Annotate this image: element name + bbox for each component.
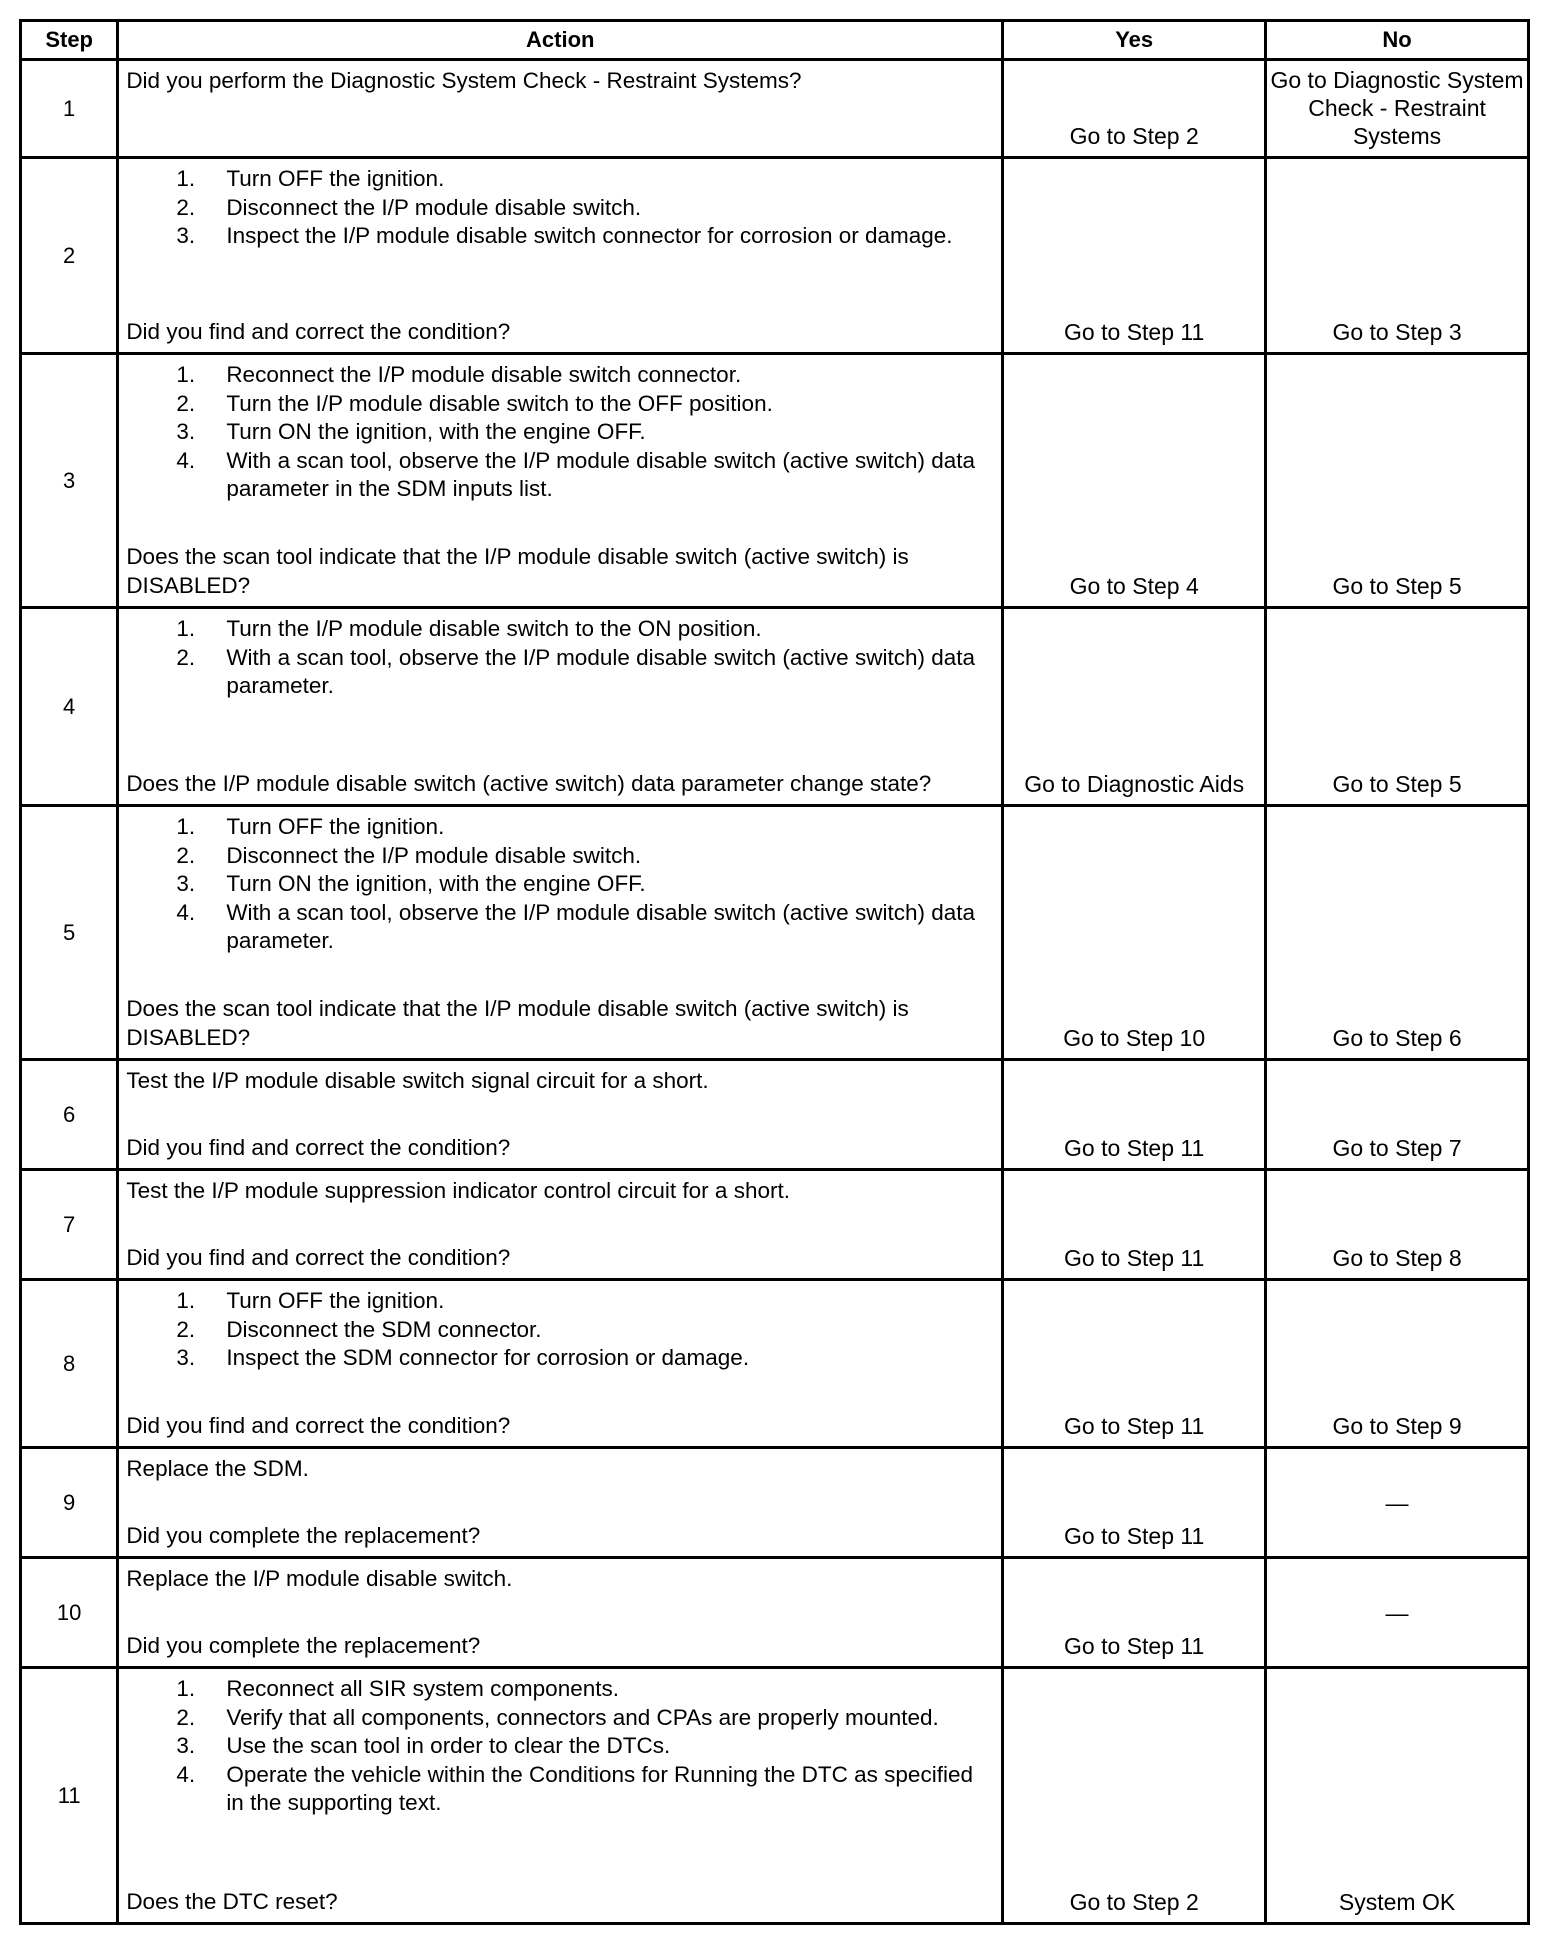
action-step-list	[126, 813, 993, 956]
action-step-text: Operate the vehicle within the Conditions for Running the DTC as specified in the supporting text.	[226, 1761, 973, 1815]
action-content	[126, 1675, 993, 1916]
step-number: 9	[21, 1448, 118, 1558]
action-step-text: Turn the I/P module disable switch to the ON position.	[226, 616, 762, 641]
action-step-number: 1.	[176, 1676, 196, 1701]
action-step-number: 1.	[176, 1288, 196, 1313]
action-top	[126, 1455, 993, 1484]
action-cell	[118, 806, 1003, 1060]
action-step-number: 2.	[176, 1704, 196, 1730]
action-step-number: 3.	[176, 419, 196, 444]
action-step-number: 2.	[176, 194, 196, 220]
action-step-item	[126, 1732, 993, 1761]
step-number: 10	[21, 1558, 118, 1668]
table-row	[21, 1668, 1529, 1924]
action-question: Did you find and correct the condition?	[126, 1412, 511, 1438]
no-result: Go to Step 5	[1266, 608, 1529, 806]
action-intro: Test the I/P module disable switch signal circuit for a short.	[126, 1068, 709, 1093]
action-question: Did you find and correct the condition?	[126, 1244, 511, 1270]
action-step-text: Turn OFF the ignition.	[226, 814, 445, 839]
table-body	[21, 60, 1529, 1924]
action-step-text: Turn OFF the ignition.	[226, 166, 445, 191]
action-step-number: 2.	[176, 390, 196, 416]
action-cell	[118, 354, 1003, 608]
action-step-item	[126, 222, 993, 251]
action-step-item	[126, 1287, 993, 1316]
action-cell	[118, 1280, 1003, 1448]
header-no: No	[1266, 21, 1529, 60]
action-step-list	[126, 165, 993, 251]
action-step-text: With a scan tool, observe the I/P module disable switch (active switch) data parameter.	[226, 644, 975, 698]
action-question: Did you complete the replacement?	[126, 1632, 481, 1658]
action-intro: Replace the I/P module disable switch.	[126, 1566, 513, 1591]
action-content	[126, 813, 993, 1052]
yes-result: Go to Step 2	[1003, 1668, 1266, 1924]
action-step-number: 4.	[176, 1761, 196, 1787]
action-step-item	[126, 1316, 993, 1345]
step-number: 5	[21, 806, 118, 1060]
action-top	[126, 67, 993, 96]
yes-result: Go to Step 10	[1003, 806, 1266, 1060]
action-top	[126, 615, 993, 701]
action-step-list	[126, 361, 993, 504]
yes-result: Go to Step 11	[1003, 1448, 1266, 1558]
action-step-list	[126, 615, 993, 701]
action-top	[126, 813, 993, 956]
no-result: Go to Step 8	[1266, 1170, 1529, 1280]
action-step-list	[126, 1287, 993, 1373]
action-content	[126, 615, 993, 798]
action-content	[126, 165, 993, 346]
action-top	[126, 361, 993, 504]
action-step-item	[126, 194, 993, 223]
action-question: Does the DTC reset?	[126, 1888, 338, 1914]
action-step-item	[126, 842, 993, 871]
action-intro: Replace the SDM.	[126, 1456, 309, 1481]
yes-result: Go to Step 11	[1003, 1170, 1266, 1280]
header-row	[21, 21, 1529, 60]
step-number: 7	[21, 1170, 118, 1280]
table-row	[21, 158, 1529, 354]
step-number: 6	[21, 1060, 118, 1170]
action-cell	[118, 608, 1003, 806]
action-step-text: Turn ON the ignition, with the engine OFF.	[226, 871, 646, 896]
yes-result: Go to Step 2	[1003, 60, 1266, 158]
step-number: 4	[21, 608, 118, 806]
yes-result: Go to Step 11	[1003, 1558, 1266, 1668]
table-row	[21, 1448, 1529, 1558]
action-step-item	[126, 390, 993, 419]
action-step-text: With a scan tool, observe the I/P module disable switch (active switch) data parameter.	[226, 899, 975, 953]
table-row	[21, 1060, 1529, 1170]
action-step-text: Disconnect the I/P module disable switch.	[226, 194, 642, 220]
action-step-number: 4.	[176, 899, 196, 925]
action-step-text: Disconnect the I/P module disable switch.	[226, 842, 642, 868]
action-intro: Did you perform the Diagnostic System Check - Restraint Systems?	[126, 68, 802, 93]
action-step-number: 4.	[176, 447, 196, 473]
action-step-number: 3.	[176, 1345, 196, 1370]
action-cell	[118, 158, 1003, 354]
step-number: 11	[21, 1668, 118, 1924]
action-cell	[118, 1170, 1003, 1280]
yes-result: Go to Step 11	[1003, 1280, 1266, 1448]
action-content	[126, 361, 993, 600]
action-top	[126, 1287, 993, 1373]
table-row	[21, 1170, 1529, 1280]
action-step-number: 3.	[176, 871, 196, 896]
diagnostic-table	[19, 19, 1530, 1925]
action-step-item	[126, 870, 993, 899]
action-step-item	[126, 813, 993, 842]
action-step-text: Turn the I/P module disable switch to the OFF position.	[226, 390, 773, 416]
action-step-item	[126, 1704, 993, 1733]
action-content	[126, 1177, 993, 1272]
action-question: Did you find and correct the condition?	[126, 1134, 511, 1160]
action-step-list	[126, 1675, 993, 1818]
no-result: Go to Step 5	[1266, 354, 1529, 608]
no-result: Go to Step 3	[1266, 158, 1529, 354]
action-step-text: Reconnect the I/P module disable switch connector.	[226, 362, 742, 387]
action-step-text: Use the scan tool in order to clear the DTCs.	[226, 1733, 671, 1758]
action-content	[126, 1067, 993, 1162]
yes-result: Go to Step 11	[1003, 158, 1266, 354]
action-question: Does the scan tool indicate that the I/P module disable switch (active switch) is DISABLED?	[126, 544, 909, 598]
yes-result: Go to Diagnostic Aids	[1003, 608, 1266, 806]
action-top	[126, 1177, 993, 1206]
action-cell	[118, 1668, 1003, 1924]
action-question: Did you complete the replacement?	[126, 1522, 481, 1548]
step-number: 2	[21, 158, 118, 354]
table-row	[21, 608, 1529, 806]
action-content	[126, 1565, 993, 1660]
no-result: Go to Step 7	[1266, 1060, 1529, 1170]
action-step-number: 2.	[176, 644, 196, 670]
action-cell	[118, 1448, 1003, 1558]
action-step-number: 1.	[176, 166, 196, 191]
action-content	[126, 1455, 993, 1550]
step-number: 8	[21, 1280, 118, 1448]
action-step-number: 1.	[176, 616, 196, 641]
no-result: System OK	[1266, 1668, 1529, 1924]
action-step-number: 1.	[176, 362, 196, 387]
action-top	[126, 1565, 993, 1594]
step-number: 1	[21, 60, 118, 158]
action-step-text: Verify that all components, connectors and CPAs are properly mounted.	[226, 1704, 939, 1730]
no-result: —	[1266, 1448, 1529, 1558]
action-step-item	[126, 1761, 993, 1818]
action-step-text: Disconnect the SDM connector.	[226, 1316, 542, 1342]
action-question: Does the I/P module disable switch (active switch) data parameter change state?	[126, 770, 932, 796]
action-step-text: Inspect the I/P module disable switch connector for corrosion or damage.	[226, 223, 953, 248]
action-content	[126, 67, 993, 150]
action-step-item	[126, 165, 993, 194]
table-row	[21, 1280, 1529, 1448]
header-action: Action	[118, 21, 1003, 60]
action-step-number: 3.	[176, 223, 196, 248]
action-cell	[118, 1060, 1003, 1170]
action-step-number: 2.	[176, 1316, 196, 1342]
header-step: Step	[21, 21, 118, 60]
action-step-item	[126, 447, 993, 504]
action-step-text: Inspect the SDM connector for corrosion or damage.	[226, 1345, 750, 1370]
table-row	[21, 354, 1529, 608]
action-step-item	[126, 644, 993, 701]
action-top	[126, 1675, 993, 1818]
action-step-text: Turn ON the ignition, with the engine OFF.	[226, 419, 646, 444]
action-question: Did you find and correct the condition?	[126, 318, 511, 344]
action-step-text: Turn OFF the ignition.	[226, 1288, 445, 1313]
table-row	[21, 806, 1529, 1060]
step-number: 3	[21, 354, 118, 608]
no-result: Go to Diagnostic System Check - Restraint Systems	[1266, 60, 1529, 158]
yes-result: Go to Step 11	[1003, 1060, 1266, 1170]
table-row	[21, 1558, 1529, 1668]
action-content	[126, 1287, 993, 1440]
no-result: Go to Step 6	[1266, 806, 1529, 1060]
action-cell	[118, 60, 1003, 158]
action-step-item	[126, 899, 993, 956]
action-intro: Test the I/P module suppression indicator control circuit for a short.	[126, 1178, 790, 1203]
table-row	[21, 60, 1529, 158]
action-step-number: 3.	[176, 1733, 196, 1758]
no-result: Go to Step 9	[1266, 1280, 1529, 1448]
no-result: —	[1266, 1558, 1529, 1668]
action-step-item	[126, 1344, 993, 1373]
action-step-number: 1.	[176, 814, 196, 839]
action-step-text: Reconnect all SIR system components.	[226, 1676, 619, 1701]
action-cell	[118, 1558, 1003, 1668]
action-step-number: 2.	[176, 842, 196, 868]
action-step-item	[126, 615, 993, 644]
header-yes: Yes	[1003, 21, 1266, 60]
action-top	[126, 165, 993, 251]
action-step-item	[126, 1675, 993, 1704]
yes-result: Go to Step 4	[1003, 354, 1266, 608]
action-step-item	[126, 418, 993, 447]
action-step-text: With a scan tool, observe the I/P module disable switch (active switch) data parameter in the SDM inputs list.	[226, 447, 975, 501]
action-step-item	[126, 361, 993, 390]
action-top	[126, 1067, 993, 1096]
action-question: Does the scan tool indicate that the I/P module disable switch (active switch) is DISABLED?	[126, 996, 909, 1050]
